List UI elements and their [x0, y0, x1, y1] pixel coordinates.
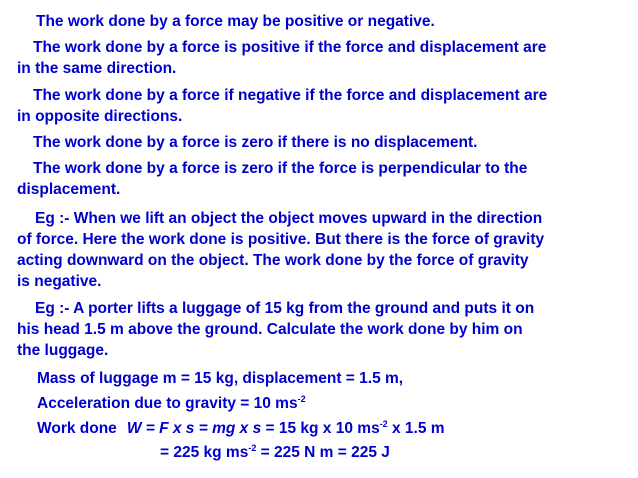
- work-formula: W = F x s = mg x s: [126, 420, 262, 437]
- work-label: Work done: [37, 420, 117, 437]
- example1-line-2: of force. Here the work done is positive. But there is the force of gravity: [17, 231, 545, 248]
- example2-line-3: the luggage.: [17, 342, 109, 359]
- acceleration-text: Acceleration due to gravity = 10 ms: [37, 395, 298, 412]
- solution-result-line: [160, 443, 390, 463]
- result-exponent: -2: [248, 443, 257, 453]
- work-displacement: x 1.5 m: [387, 420, 445, 437]
- solution-work-line: [37, 419, 445, 439]
- acceleration-exponent: -2: [297, 394, 306, 404]
- point-positive-line-1: The work done by a force is positive if the force and displacement are: [33, 39, 547, 56]
- result-kg-text: = 225 kg ms: [160, 444, 249, 461]
- example1-line-3: acting downward on the object. The work done by the force of gravity: [17, 252, 529, 269]
- example1-line-4: is negative.: [17, 273, 102, 290]
- point-perpendicular-line-1: The work done by a force is zero if the force is perpendicular to the: [33, 160, 528, 177]
- work-exponent: -2: [379, 419, 388, 429]
- point-positive-or-negative: The work done by a force may be positive or negative.: [36, 13, 435, 30]
- point-negative-line-2: in opposite directions.: [17, 108, 183, 125]
- example1-line-1: Eg :- When we lift an object the object moves upward in the direction: [35, 210, 543, 227]
- point-negative-line-1: The work done by a force if negative if the force and displacement are: [33, 87, 548, 104]
- point-positive-line-2: in the same direction.: [17, 60, 177, 77]
- point-perpendicular-line-2: displacement.: [17, 181, 121, 198]
- solution-mass-line: Mass of luggage m = 15 kg, displacement = 1.5 m,: [37, 370, 404, 387]
- example2-line-2: his head 1.5 m above the ground. Calculate the work done by him on: [17, 321, 523, 338]
- solution-acceleration-line: [37, 394, 306, 414]
- point-zero-no-displacement: The work done by a force is zero if there is no displacement.: [33, 134, 478, 151]
- example2-line-1: Eg :- A porter lifts a luggage of 15 kg from the ground and puts it on: [35, 300, 535, 317]
- result-final: = 225 N m = 225 J: [256, 444, 390, 461]
- work-substitution: = 15 kg x 10 ms: [261, 420, 380, 437]
